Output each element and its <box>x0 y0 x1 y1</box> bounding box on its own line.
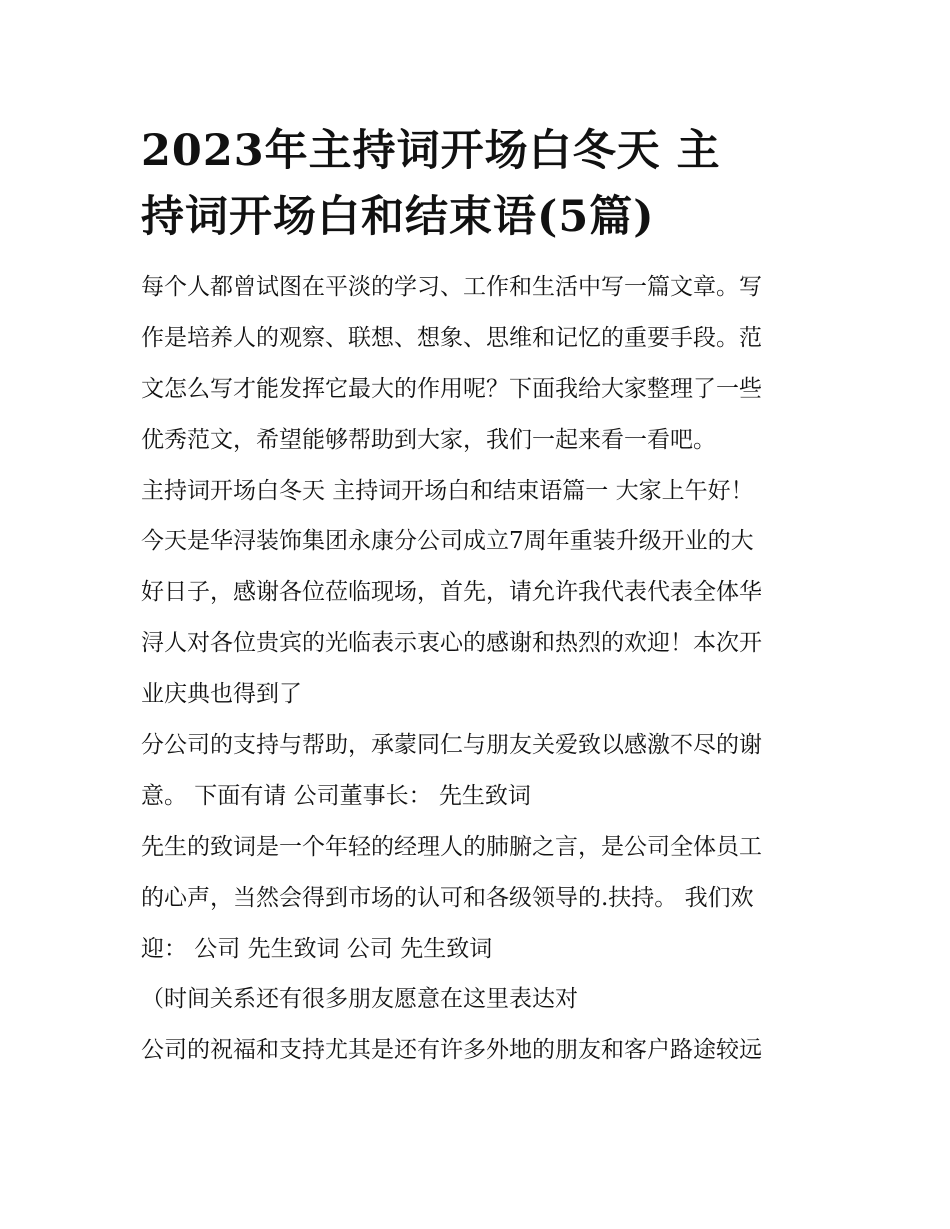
document-title <box>141 118 813 250</box>
body-line: 作是培养人的观察、联想、想象、思维和记忆的重要手段。范 <box>141 324 762 351</box>
body-line: 好日子，感谢各位莅临现场，首先，请允许我代表代表全体华 <box>141 579 762 606</box>
body-line: 的心声，当然会得到市场的认可和各级领导的.扶持。 我们欢 <box>141 884 754 911</box>
body-line: 今天是华浔装饰集团永康分公司成立7周年重装升级开业的大 <box>141 528 754 555</box>
body-line: 文怎么写才能发挥它最大的作用呢？下面我给大家整理了一些 <box>141 375 762 402</box>
body-line: 意。 下面有请 公司董事长： 先生致词 <box>141 782 531 809</box>
document-body <box>141 262 813 1076</box>
title-line-1: 2023年主持词开场白冬天 主 <box>141 126 721 176</box>
body-line: 每个人都曾试图在平淡的学习、工作和生活中写一篇文章。写 <box>141 274 762 300</box>
body-line: 分公司的支持与帮助，承蒙同仁与朋友关爱致以感激不尽的谢 <box>141 732 762 759</box>
body-line: 业庆典也得到了 <box>141 681 302 708</box>
body-line: 先生的致词是一个年轻的经理人的肺腑之言，是公司全体员工 <box>141 833 762 860</box>
body-line: 迎： 公司 先生致词 公司 先生致词 <box>141 935 493 962</box>
body-line: 主持词开场白冬天 主持词开场白和结束语篇一 大家上午好！ <box>141 477 754 504</box>
body-line: （时间关系还有很多朋友愿意在这里表达对 <box>141 986 578 1013</box>
body-line: 优秀范文，希望能够帮助到大家，我们一起来看一看吧。 <box>141 426 716 453</box>
document-page <box>141 118 813 1076</box>
body-line: 浔人对各位贵宾的光临表示衷心的感谢和热烈的欢迎！本次开 <box>141 630 762 657</box>
title-line-2: 持词开场白和结束语(5篇) <box>141 192 655 242</box>
body-line: 公司的祝福和支持尤其是还有许多外地的朋友和客户路途较远 <box>141 1037 762 1064</box>
